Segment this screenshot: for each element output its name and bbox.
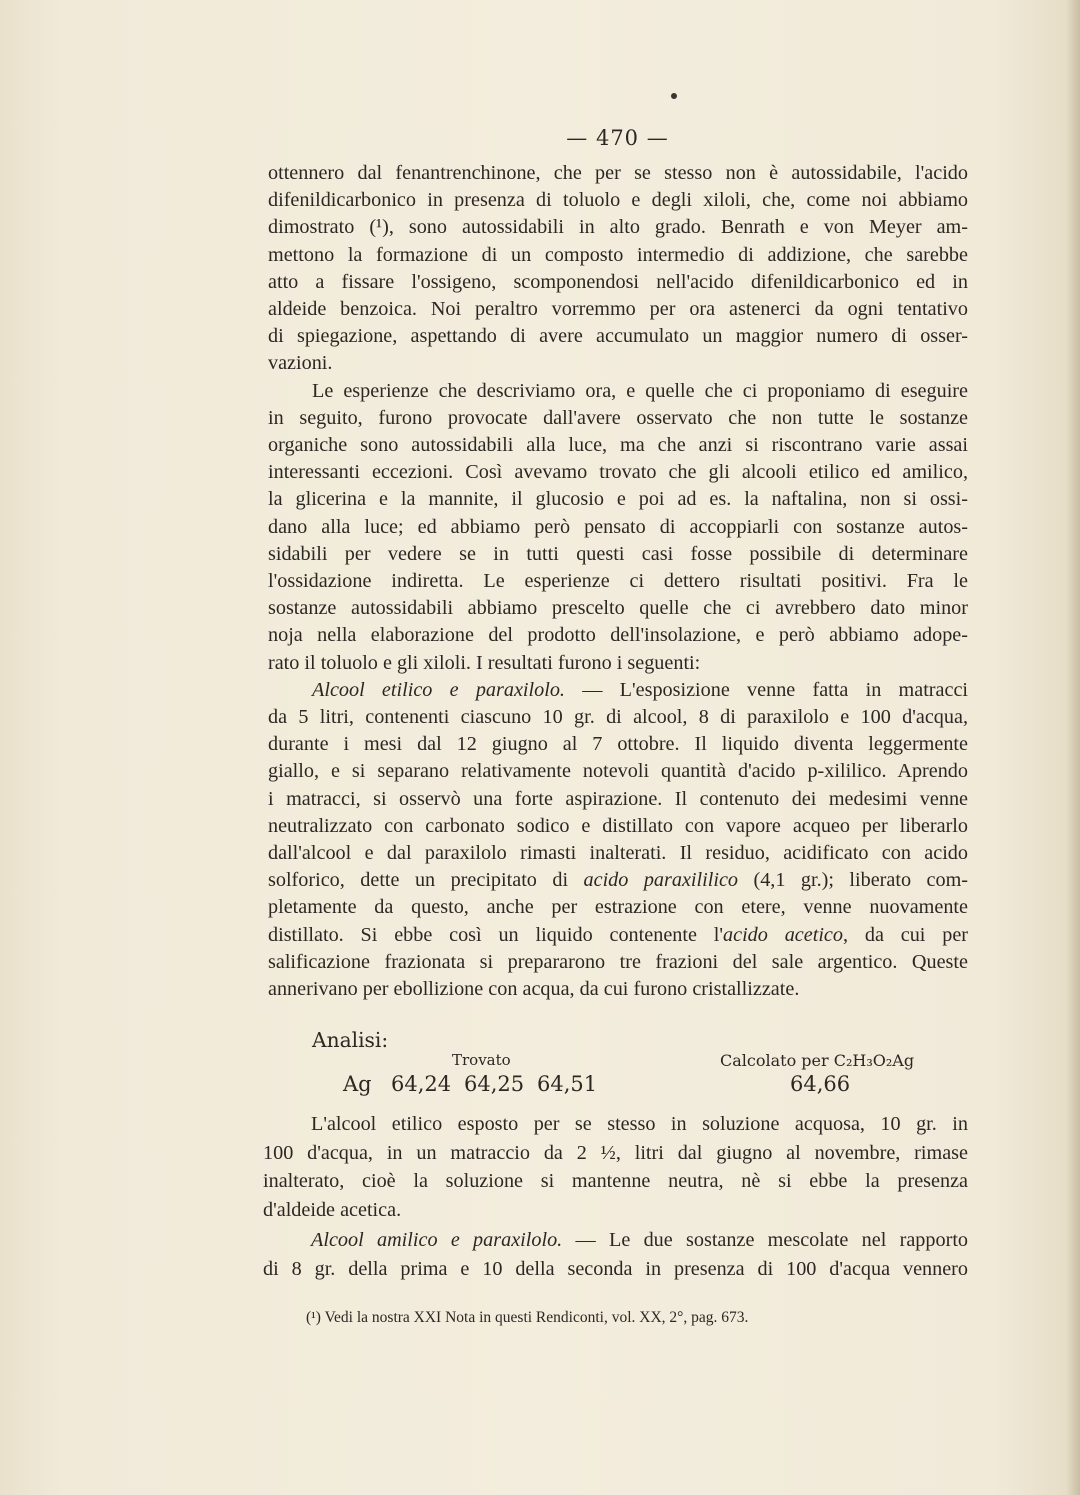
text-line: ottennero dal fenantrenchinone, che per se stesso non è autossidabile, l'acido <box>268 162 968 184</box>
paragraph-4 <box>263 1110 968 1224</box>
text-line: l'ossidazione indiretta. Le esperienze ci dettero risultati positivi. Fra le <box>268 570 968 593</box>
found-header: Trovato <box>452 1051 511 1069</box>
text-line: di 8 gr. della prima e 10 della seconda in presenza di 100 d'acqua vennero <box>263 1257 968 1280</box>
section-title: Alcool amilico e paraxilolo. <box>311 1229 563 1251</box>
text-line: atto a fissare l'ossigeno, scomponendosi nell'acido difenildicarbonico ed in <box>268 270 968 293</box>
text-line: sidabili per vedere se in tutti questi casi fosse possibile di determinare <box>268 542 968 565</box>
paragraph-1 <box>268 160 968 378</box>
text-line: dano alla luce; ed abbiamo però pensato di accoppiarli con sostanze autos- <box>268 515 968 538</box>
calculated-header: Calcolato per C₂H₃O₂Ag <box>720 1051 915 1070</box>
found-value: 64,25 <box>464 1072 525 1096</box>
paragraph-3 <box>268 677 968 1003</box>
text-run: distillato. Si ebbe così un liquido contenente l' <box>268 923 724 946</box>
main-text <box>268 160 968 1003</box>
text-run: solforico, dette un precipitato di <box>268 869 569 892</box>
text-line: in seguito, furono provocate dall'avere osservato che non tutte le sostanze <box>268 406 968 429</box>
compound-name: acido acetico <box>723 923 843 946</box>
text-line: vazioni. <box>268 352 333 375</box>
text-line: annerivano per ebollizione con acqua, da cui furono cristallizzate. <box>268 978 800 1001</box>
text-line: organiche sono autossidabili alla luce, ma che anzi si riscontrano varie assai <box>268 434 968 457</box>
section-title: Alcool etilico e paraxilolo. <box>312 678 565 701</box>
text-line: dimostrato (¹), sono autossidabili in alto grado. Benrath e von Meyer am- <box>268 216 968 239</box>
text-line <box>268 677 968 704</box>
text-line <box>263 1226 968 1255</box>
calculated-value: 64,66 <box>790 1072 851 1096</box>
text-line: i matracci, si osservò una forte aspirazione. Il contenuto dei medesimi venne <box>268 787 968 810</box>
text-line: 100 d'acqua, in un matraccio da 2 ½, litri dal giugno al novembre, rimase <box>263 1141 968 1164</box>
text-run: — Le due sostanze mescolate nel rapporto <box>575 1229 969 1251</box>
text-line: durante i mesi dal 12 giugno al 7 ottobre. Il liquido diventa leggermente <box>268 733 968 756</box>
text-line: mettono la formazione di un composto intermedio di addizione, che sarebbe <box>268 243 968 266</box>
text-line: L'alcool etilico esposto per se stesso in soluzione acquosa, 10 gr. in <box>311 1113 968 1135</box>
main-text-continued <box>263 1110 968 1283</box>
text-line: d'aldeide acetica. <box>263 1198 402 1221</box>
text-line: salificazione frazionata si prepararono tre frazioni del sale argentico. Queste <box>268 950 968 973</box>
text-run: , da cui per <box>842 923 969 946</box>
text-line <box>268 922 968 949</box>
text-line: Le esperienze che descriviamo ora, e quelle che ci proponiamo di eseguire <box>312 379 968 402</box>
page-number: — 470 — <box>566 126 669 150</box>
text-run: — L'esposizione venne fatta in matracci <box>582 678 969 701</box>
analysis-label: Analisi: <box>312 1028 389 1052</box>
text-line: la glicerina e la mannite, il glucosio e poi ad es. la naftalina, non si ossi- <box>268 488 968 511</box>
text-line: difenildicarbonico in presenza di toluolo e degli xiloli, che, come noi abbiamo <box>268 189 968 212</box>
text-run: (4,1 gr.); liberato com- <box>753 869 968 892</box>
found-value: 64,51 <box>537 1072 598 1096</box>
compound-name: acido paraxililico <box>583 869 739 892</box>
paragraph-5 <box>263 1226 968 1283</box>
text-line <box>268 867 968 894</box>
text-line: noja nella elaborazione del prodotto dell'insolazione, e però abbiamo adope- <box>268 624 968 647</box>
page-edge-shadow <box>1066 0 1080 1495</box>
ink-dot <box>671 93 677 99</box>
text-line: neutralizzato con carbonato sodico e distillato con vapore acqueo per liberarlo <box>268 814 968 837</box>
text-line: interessanti eccezioni. Così avevamo trovato che gli alcooli etilico ed amilico, <box>268 461 968 484</box>
text-line: rato il toluolo e gli xiloli. I resultati furono i seguenti: <box>268 651 701 674</box>
text-line: di spiegazione, aspettando di avere accumulato un maggior numero di osser- <box>268 325 968 348</box>
text-line: aldeide benzoica. Noi peraltro vorremmo per ora astenerci da ogni tentativo <box>268 298 968 321</box>
paragraph-2 <box>268 378 968 677</box>
text-line: inalterato, cioè la soluzione si mantenne neutra, nè si ebbe la presenza <box>263 1170 968 1192</box>
text-line: sostanze autossidabili abbiamo prescelto quelle che ci avrebbero dato minor <box>268 597 968 620</box>
text-line: da 5 litri, contenenti ciascuno 10 gr. di alcool, 8 di paraxilolo e 100 d'acqua, <box>268 706 968 729</box>
text-line: giallo, e si separano relativamente notevoli quantità d'acido p-xililico. Aprendo <box>268 760 968 783</box>
element-symbol: Ag <box>343 1072 372 1096</box>
found-value: 64,24 <box>391 1072 452 1096</box>
footnote: (¹) Vedi la nostra XXI Nota in questi Rendiconti, vol. XX, 2°, pag. 673. <box>306 1309 749 1326</box>
text-line: dall'alcool e dal paraxilolo rimasti inalterati. Il residuo, acidificato con acido <box>268 842 968 865</box>
text-line: pletamente da questo, anche per estrazione con etere, venne nuovamente <box>268 896 968 919</box>
